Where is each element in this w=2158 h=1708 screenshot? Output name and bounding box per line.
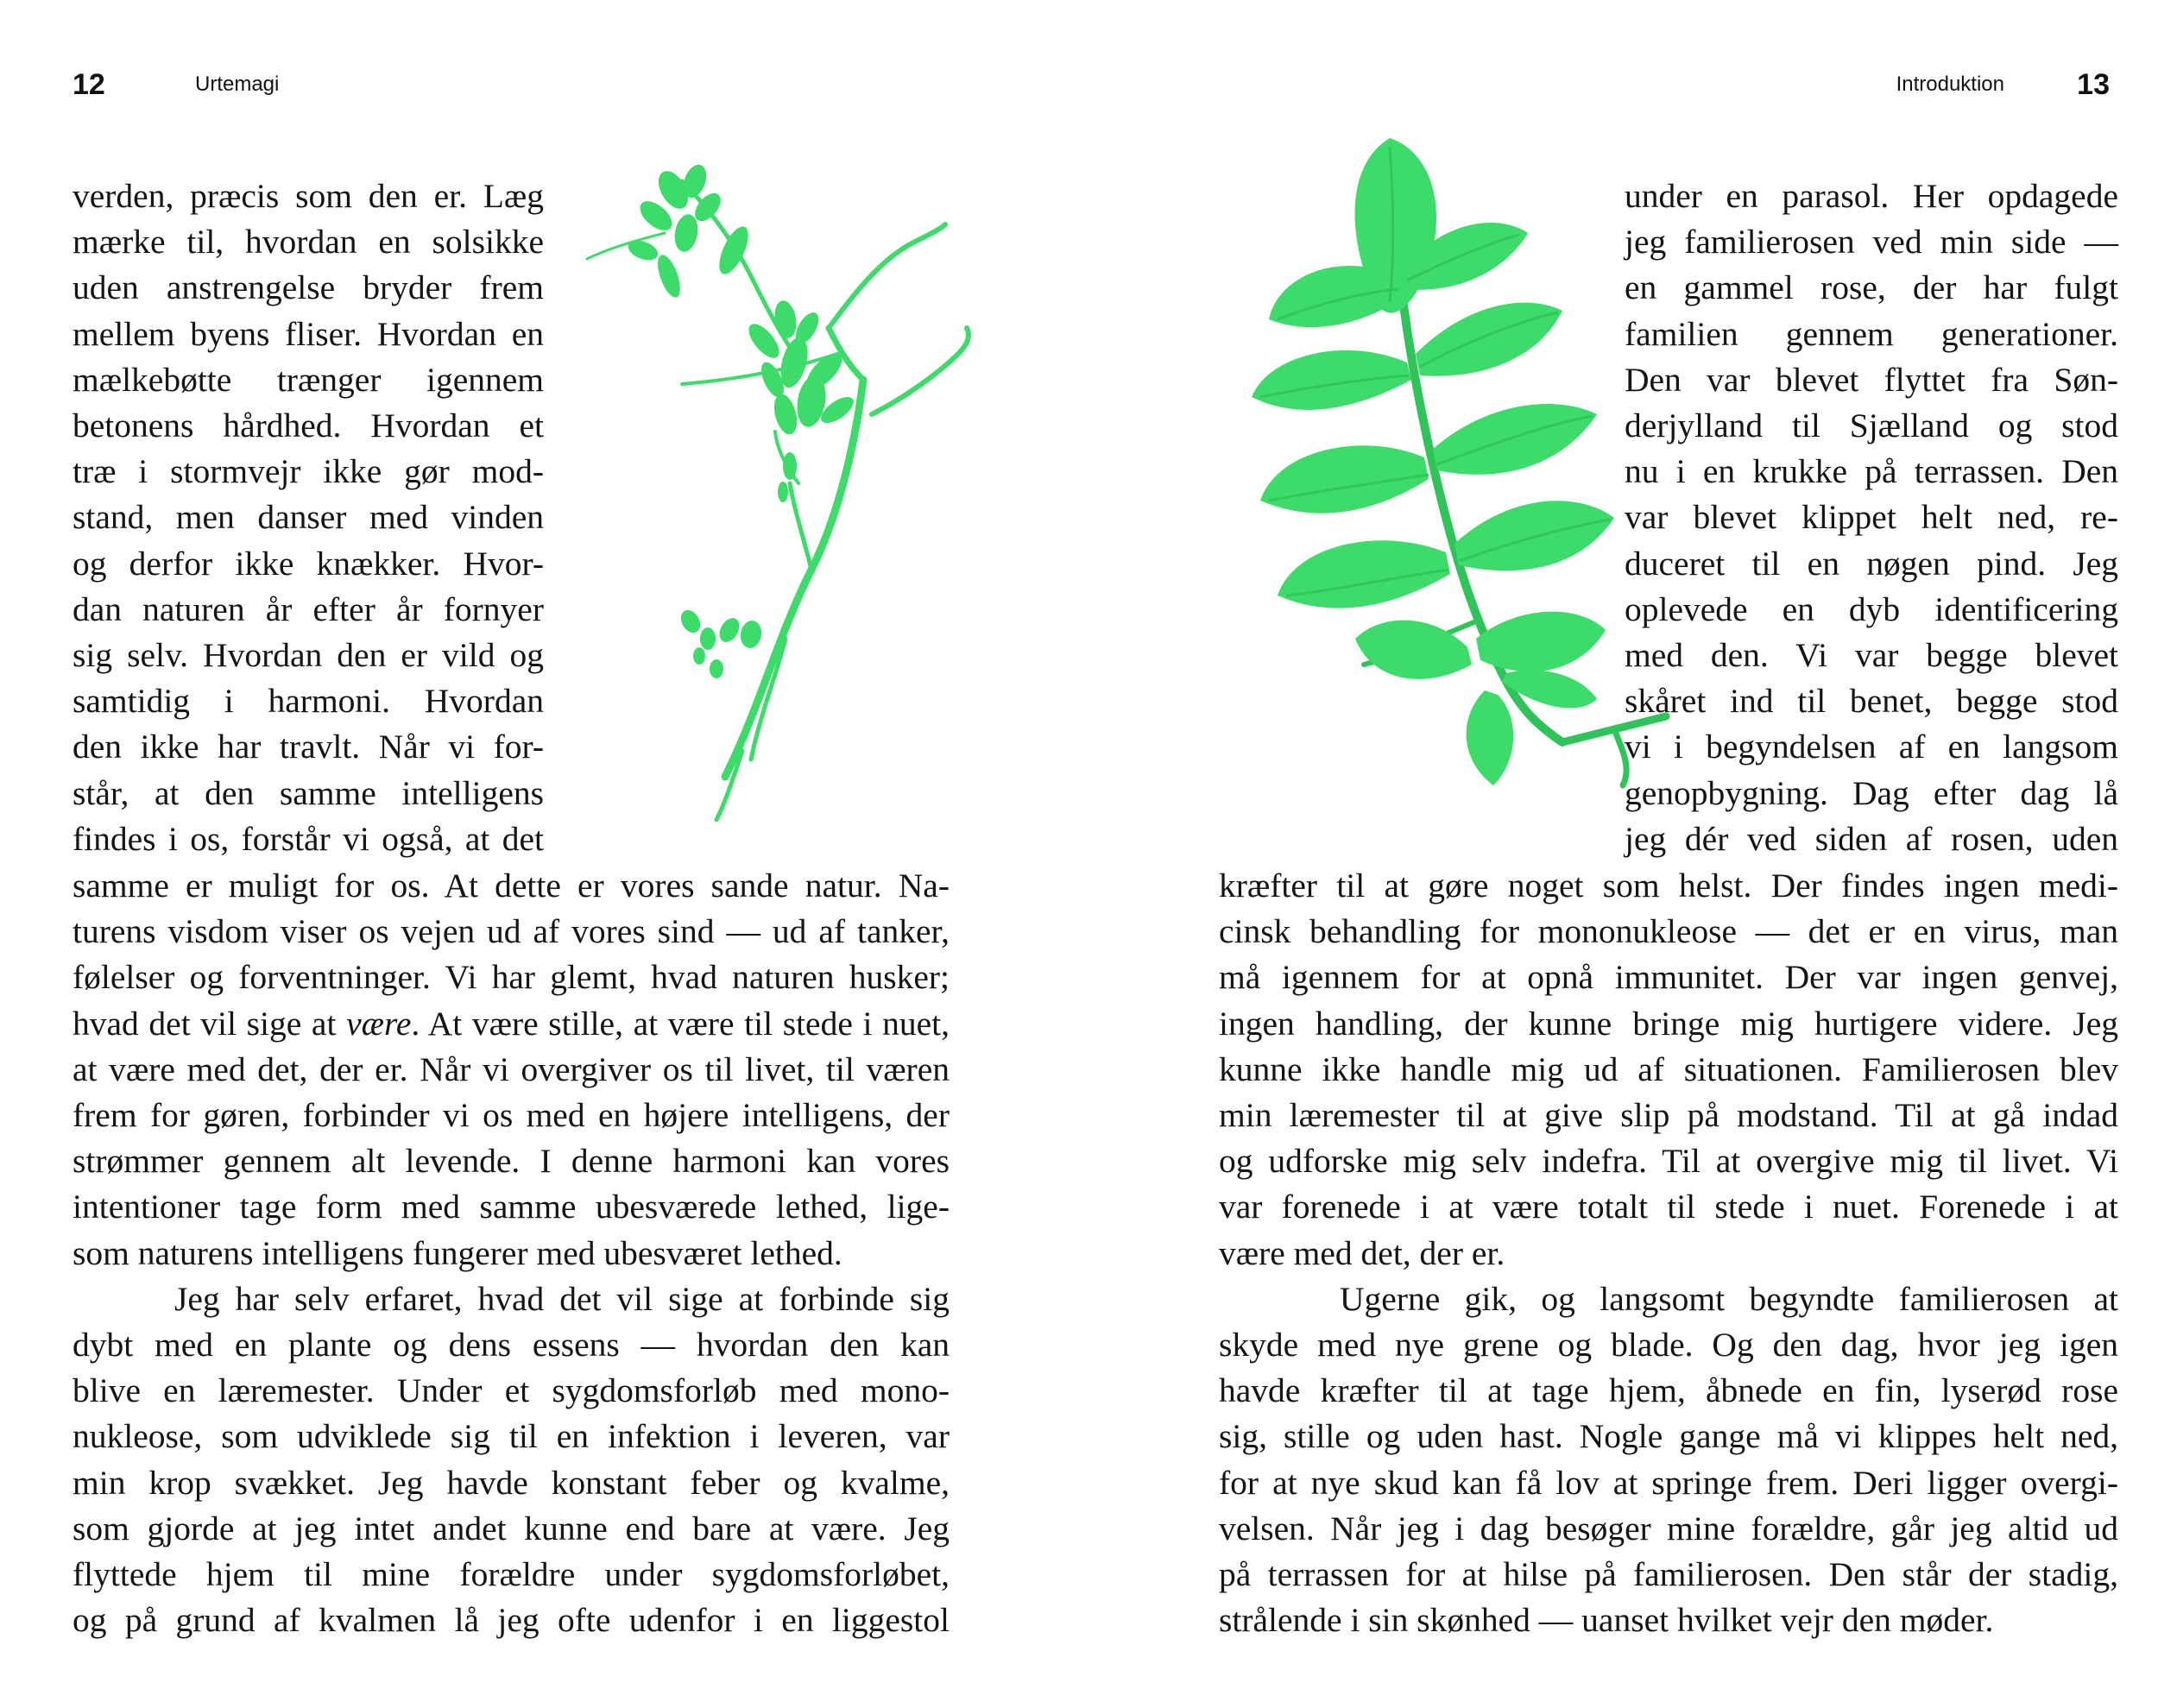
text-line: og derfor ikke knækker. Hvor- <box>73 544 544 583</box>
right-column-wide <box>1219 863 2118 1643</box>
text-line: frem for gøren, forbinder vi os med en højere intelligens, der <box>73 1096 950 1135</box>
text-fragment: hvad det vil sige at <box>73 1004 347 1043</box>
text-line: familien gennem generationer. <box>1625 314 2118 353</box>
text-line: intentioner tage form med samme ubesværede lethed, lige- <box>73 1188 950 1226</box>
emphasis: være <box>346 1004 412 1043</box>
text-line: samme er muligt for os. At dette er vores sande natur. Na- <box>73 867 950 904</box>
text-line: strømmer gennem alt levende. I denne harmoni kan vores <box>73 1142 950 1181</box>
text-line: samtidig i harmoni. Hvordan <box>73 682 544 721</box>
text-line: en gammel rose, der har fulgt <box>1625 268 2118 307</box>
text-fragment: . At være stille, at være til stede i nuet, <box>411 1004 950 1043</box>
text-line: jeg dér ved siden af rosen, uden <box>1625 819 2118 858</box>
text-line: duceret til en nøgen pind. Jeg <box>1625 544 2118 583</box>
text-line: må igennem for at opnå immunitet. Der var ingen genvej, <box>1219 958 2118 997</box>
text-line: og udforske mig selv indefra. Til at overgive mig til livet. Vi <box>1219 1142 2118 1181</box>
text-fragment: Jeg har selv erfaret, hvad det vil sige at forbinde sig <box>174 1279 950 1318</box>
text-line: uden anstrengelse bryder frem <box>73 268 544 307</box>
text-line: kunne ikke handle mig ud af situationen. Familierosen blev <box>1219 1049 2118 1088</box>
text-line: dan naturen år efter år fornyer <box>73 589 544 628</box>
running-head: Urtemagi <box>195 72 280 96</box>
text-line: stand, men danser med vinden <box>73 498 544 537</box>
left-column-narrow <box>73 173 544 862</box>
text-line: den ikke har travlt. Når vi for- <box>73 728 544 766</box>
text-line: under en parasol. Her opdagede <box>1625 177 2118 215</box>
text-line: på terrassen for at hilse på familierosen. Den står der stadig, <box>1219 1555 2118 1594</box>
right-column-narrow <box>1625 173 2118 862</box>
text-line: betonens hårdhed. Hvordan et <box>73 407 544 445</box>
left-column-wide <box>73 863 950 1643</box>
text-line: oplevede en dyb identificering <box>1625 589 2118 628</box>
text-line: skyde med nye grene og blade. Og den dag, hvor jeg igen <box>1219 1326 2118 1365</box>
text-line: for at nye skud kan få lov at springe frem. Deri ligger overgi- <box>1219 1463 2118 1502</box>
right-page <box>1079 0 2158 1708</box>
text-line: med den. Vi var begge blevet <box>1625 636 2118 675</box>
text-line: velsen. Når jeg i dag besøger mine forældre, går jeg altid ud <box>1219 1509 2118 1547</box>
text-line: være med det, der er. <box>1219 1233 1505 1272</box>
text-line <box>73 1276 950 1322</box>
text-line: som gjorde at jeg intet andet kunne end bare at være. Jeg <box>73 1509 950 1547</box>
text-line: står, at den samme intelligens <box>73 773 544 812</box>
text-line: at være med det, der er. Når vi overgiver os til livet, til væren <box>73 1049 950 1088</box>
text-line: findes i os, forstår vi også, at det <box>73 819 544 858</box>
text-line: strålende i sin skønhed — uanset hvilket vejr den møder. <box>1219 1601 1994 1640</box>
text-line: min krop svækket. Jeg havde konstant feber og kvalme, <box>73 1463 950 1502</box>
page-number: 13 <box>2077 68 2110 101</box>
text-fragment: Ugerne gik, og langsomt begyndte familierosen at <box>1340 1279 2118 1318</box>
vetch-plant-illustration <box>578 155 975 829</box>
text-line: verden, præcis som den er. Læg <box>73 177 544 215</box>
text-line: og på grund af kvalmen lå jeg ofte udenfor i en liggestol <box>73 1601 950 1640</box>
text-line: derjylland til Sjælland og stod <box>1625 407 2118 445</box>
text-line: mærke til, hvordan en solsikke <box>73 223 544 262</box>
text-line: dybt med en plante og dens essens — hvordan den kan <box>73 1326 950 1365</box>
text-line: var blevet klippet helt ned, re- <box>1625 498 2118 537</box>
text-line: træ i stormvejr ikke gør mod- <box>73 452 544 491</box>
text-line: genopbygning. Dag efter dag lå <box>1625 773 2118 812</box>
text-line: vi i begyndelsen af en langsom <box>1625 728 2118 766</box>
text-line <box>1219 1276 2118 1322</box>
page-number: 12 <box>73 68 105 101</box>
text-line: mellem byens fliser. Hvordan en <box>73 314 544 353</box>
text-line: sig, stille og uden hast. Nogle gange må vi klippes helt ned, <box>1219 1417 2118 1456</box>
text-line <box>73 1001 950 1047</box>
text-line: var forenede i at være totalt til stede i nuet. Forenede i at <box>1219 1188 2118 1226</box>
text-line: cinsk behandling for mononukleose — det er en virus, man <box>1219 912 2118 951</box>
text-line: skåret ind til benet, begge stod <box>1625 682 2118 721</box>
text-line: flyttede hjem til mine forældre under sygdomsforløbet, <box>73 1555 950 1594</box>
text-line: jeg familierosen ved min side — <box>1625 223 2118 262</box>
running-head: Introduktion <box>1896 72 2004 96</box>
text-line: som naturens intelligens fungerer med ubesværet lethed. <box>73 1233 842 1272</box>
text-line: havde kræfter til at tage hjem, åbnede en fin, lyserød rose <box>1219 1371 2118 1410</box>
text-line: turens visdom viser os vejen ud af vores sind — ud af tanker, <box>73 912 950 951</box>
text-line: min læremester til at give slip på modstand. Til at gå indad <box>1219 1096 2118 1135</box>
text-line: ingen handling, der kunne bringe mig hurtigere videre. Jeg <box>1219 1004 2118 1043</box>
text-line: nu i en krukke på terrassen. Den <box>1625 452 2118 491</box>
text-line: sig selv. Hvordan den er vild og <box>73 636 544 675</box>
text-line: Den var blevet flyttet fra Søn- <box>1625 360 2118 399</box>
text-line: kræfter til at gøre noget som helst. Der findes ingen medi- <box>1219 867 2118 904</box>
text-line: følelser og forventninger. Vi har glemt, hvad naturen husker; <box>73 958 950 997</box>
text-line: nukleose, som udviklede sig til en infektion i leveren, var <box>73 1417 950 1456</box>
text-line: mælkebøtte trænger igennem <box>73 360 544 399</box>
text-line: blive en læremester. Under et sygdomsforløb med mono- <box>73 1371 950 1410</box>
